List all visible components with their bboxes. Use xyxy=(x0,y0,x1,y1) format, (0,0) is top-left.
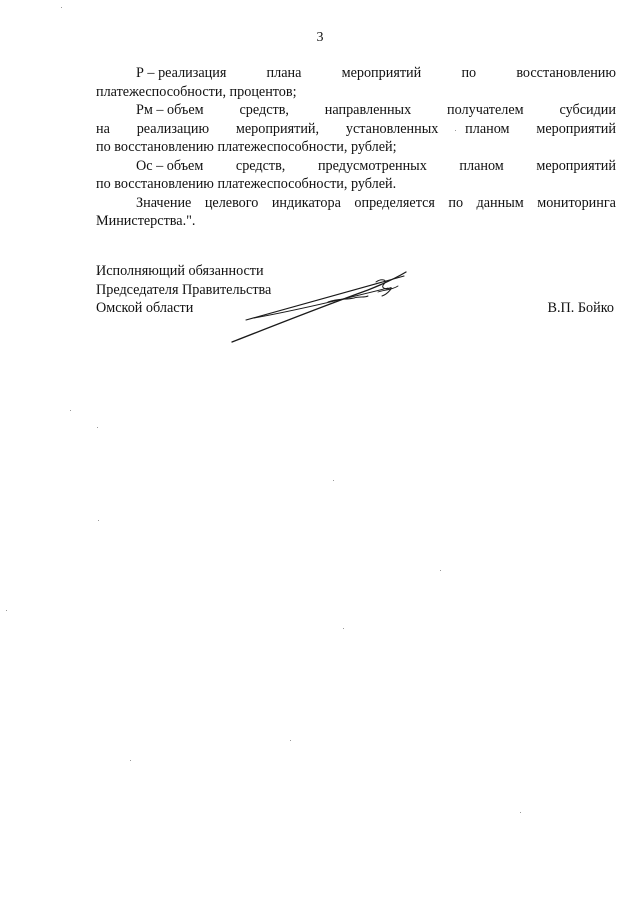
scan-speck xyxy=(98,520,99,521)
indicator-line2: Министерства.". xyxy=(96,213,196,229)
definition-p-line2: платежеспособности, процентов; xyxy=(96,83,297,100)
definition-pm xyxy=(96,101,616,157)
scan-speck xyxy=(61,7,62,8)
position-line2: Председателя Правительства xyxy=(96,281,272,298)
scan-speck xyxy=(130,760,131,761)
definition-pm-line3: по восстановлению платежеспособности, рублей; xyxy=(96,139,397,155)
scan-speck xyxy=(333,480,334,481)
indicator-line1 xyxy=(136,194,616,213)
definition-os-line2: по восстановлению платежеспособности, рублей. xyxy=(96,176,397,192)
scan-speck xyxy=(97,427,98,428)
word: планом xyxy=(459,157,504,174)
word: Значение xyxy=(136,194,192,211)
word: данным xyxy=(476,194,524,211)
scan-speck xyxy=(520,812,521,813)
scan-speck xyxy=(290,740,291,741)
definition-p xyxy=(96,64,616,101)
word: Р – реализация xyxy=(136,65,227,81)
word: мониторинга xyxy=(537,194,616,211)
word: планом xyxy=(465,120,510,137)
word: по xyxy=(448,194,464,211)
word: средств, xyxy=(235,157,286,174)
handwritten-signature xyxy=(228,268,418,348)
word: Рм – объем xyxy=(136,102,204,118)
definition-p-line1 xyxy=(136,64,616,83)
word: плана xyxy=(266,65,302,81)
definition-os xyxy=(96,157,616,194)
word: субсидии xyxy=(559,102,616,118)
word: Ос – объем xyxy=(136,157,204,174)
definition-os-line1 xyxy=(136,157,616,176)
word: на xyxy=(96,120,110,137)
word: получателем xyxy=(447,102,524,118)
position-line3: Омской области xyxy=(96,300,194,316)
definition-pm-line1 xyxy=(136,101,616,120)
word: мероприятий, xyxy=(235,120,320,137)
word: целевого xyxy=(204,194,259,211)
word: мероприятий xyxy=(341,65,422,81)
word: реализацию xyxy=(136,120,210,137)
word: определяется xyxy=(354,194,435,211)
word: мероприятий xyxy=(536,157,616,174)
scan-speck xyxy=(455,130,456,131)
word: по xyxy=(461,65,477,81)
word: предусмотренных xyxy=(317,157,427,174)
word: направленных xyxy=(324,102,412,118)
position-line1: Исполняющий обязанности xyxy=(96,263,264,279)
word: восстановлению xyxy=(516,65,616,81)
scan-speck xyxy=(70,410,71,411)
indicator-paragraph xyxy=(96,194,616,231)
scan-speck xyxy=(343,628,344,629)
scan-speck xyxy=(440,570,441,571)
word: индикатора xyxy=(271,194,341,211)
document-body xyxy=(96,64,616,231)
word: мероприятий xyxy=(536,120,616,137)
scan-speck xyxy=(6,610,7,611)
signer-name: В.П. Бойко xyxy=(547,300,614,316)
word: установленных xyxy=(345,120,439,137)
definition-pm-line2 xyxy=(96,120,616,139)
page-number: 3 xyxy=(316,30,324,45)
word: средств, xyxy=(239,102,289,118)
